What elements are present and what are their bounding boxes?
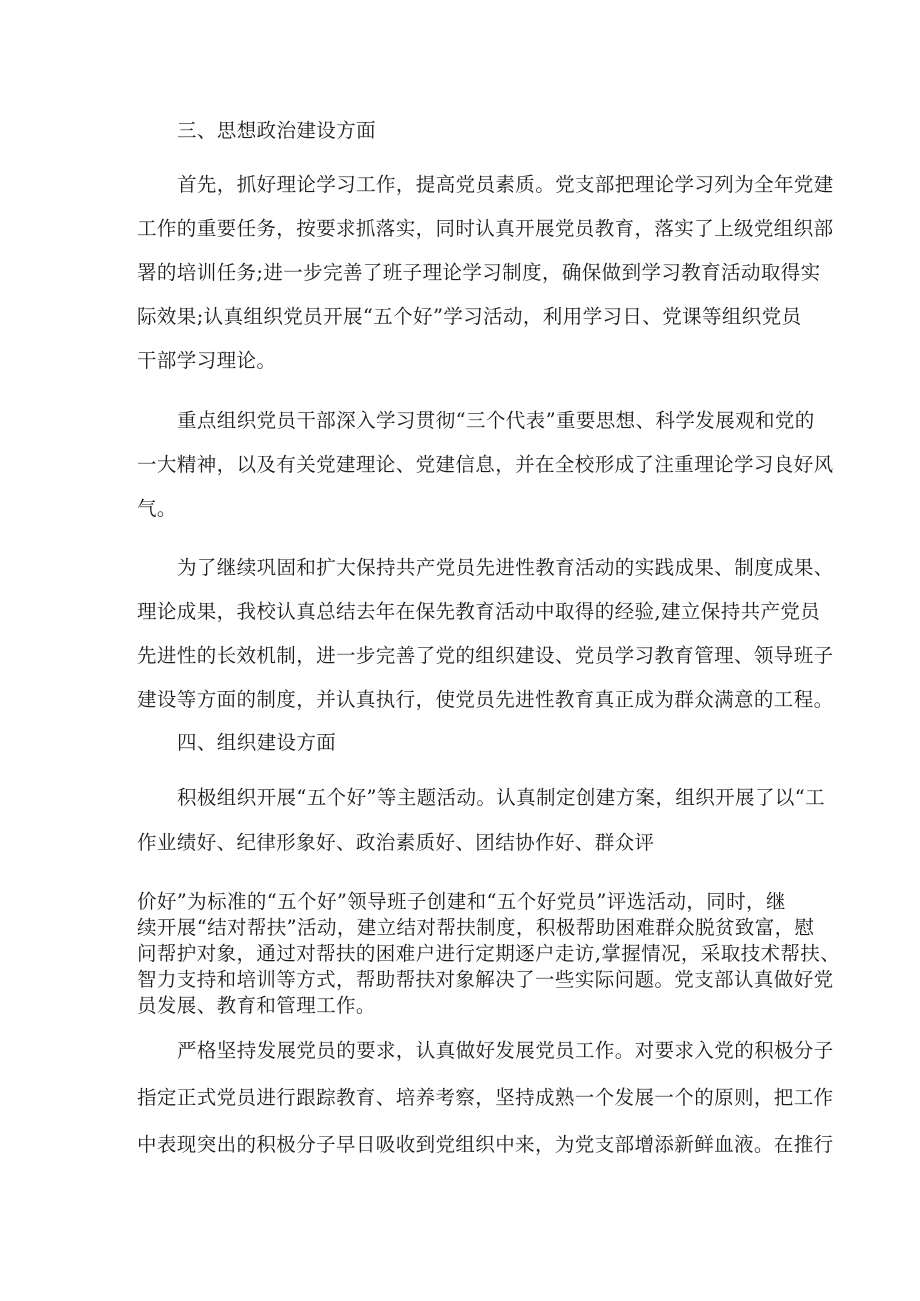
paragraph-line: 价好”为标准的“五个好”领导班子创建和“五个好党员”评选活动，同时，继 [137,890,786,913]
paragraph-line: 干部学习理论。 [137,349,277,372]
paragraph-line: 际效果;认真组织党员开展“五个好”学习活动，利用学习日、党课等组织党员 [137,305,802,328]
paragraph-line: 气。 [137,497,177,520]
paragraph-line: 积极组织开展“五个好”等主题活动。认真制定创建方案，组织开展了以“工 [177,786,826,809]
paragraph-line: 问帮护对象，通过对帮扶的困难户进行定期逐户走访,掌握情况，采取技术帮扶、 [137,942,841,965]
paragraph-line: 中表现突出的积极分子早日吸收到党组织中来，为党支部增添新鲜血液。在推行 [137,1133,834,1156]
paragraph-line: 严格坚持发展党员的要求，认真做好发展党员工作。对要求入党的积极分子 [177,1039,834,1062]
paragraph-line: 一大精神，以及有关党建理论、党建信息，并在全校形成了注重理论学习良好风 [137,453,834,476]
section-heading-3: 三、思想政治建设方面 [177,119,377,142]
paragraph-line: 建设等方面的制度，并认真执行，使党员先进性教育真正成为群众满意的工程。 [137,688,834,711]
section-heading-4: 四、组织建设方面 [177,731,337,754]
paragraph-line: 署的培训任务;进一步完善了班子理论学习制度，确保做到学习教育活动取得实 [137,261,821,284]
paragraph-line: 先进性的长效机制，进一步完善了党的组织建设、党员学习教育管理、领导班子 [137,644,834,667]
paragraph-line: 重点组织党员干部深入学习贯彻“三个代表”重要思想、科学发展观和党的 [177,409,815,432]
paragraph-line: 员发展、教育和管理工作。 [137,994,376,1017]
paragraph-line: 智力支持和培训等方式，帮助帮扶对象解决了一些实际问题。党支部认真做好党 [137,968,834,991]
paragraph-line: 指定正式党员进行跟踪教育、培养考察，坚持成熟一个发展一个的原则，把工作 [137,1086,834,1109]
paragraph-line: 首先，抓好理论学习工作，提高党员素质。党支部把理论学习列为全年党建 [177,173,834,196]
paragraph-line: 工作的重要任务，按要求抓落实，同时认真开展党员教育，落实了上级党组织部 [137,217,834,240]
paragraph-line: 续开展“结对帮扶”活动，建立结对帮扶制度，积极帮助困难群众脱贫致富，慰 [137,916,815,939]
paragraph-line: 为了继续巩固和扩大保持共产党员先进性教育活动的实践成果、制度成果、 [177,556,834,579]
dense-paragraph [137,889,841,1019]
paragraph-line: 作业绩好、纪律形象好、政治素质好、团结协作好、群众评 [137,831,655,854]
paragraph-line: 理论成果，我校认真总结去年在保先教育活动中取得的经验,建立保持共产党员 [137,600,821,623]
